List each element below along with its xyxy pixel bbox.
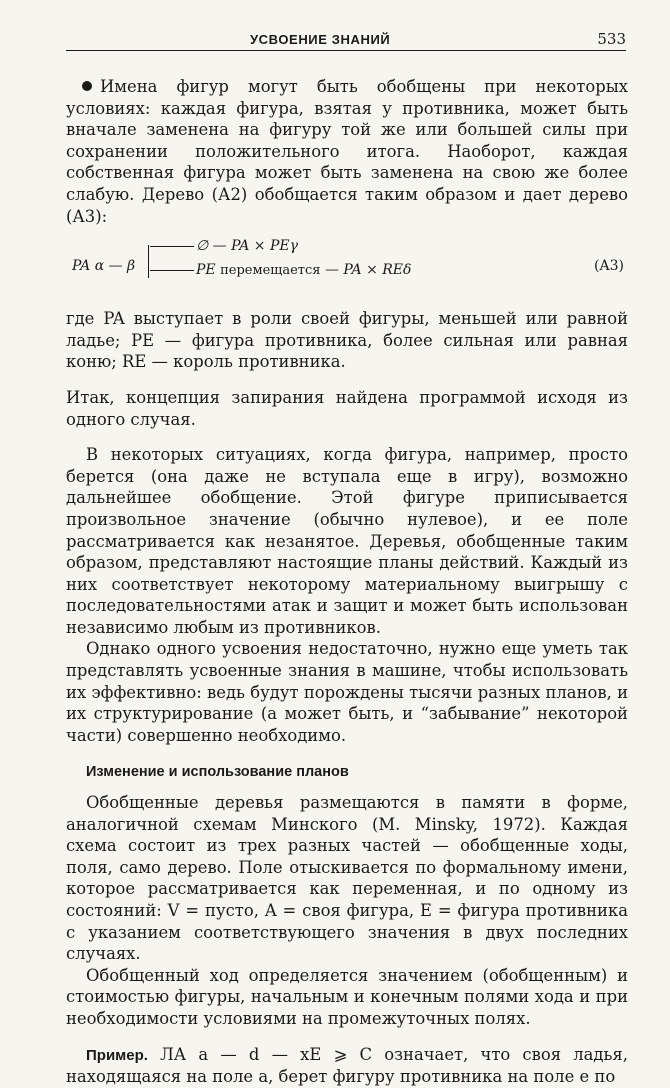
formula-branch-2 [150, 260, 411, 282]
paragraph-6: Обобщенные деревья размещаются в памяти в форме, аналогичной схемам Минского (M. Minsky, 1972). Каждая схема состоит из трех разных частей — обобщенные ходы, поля, само дерево. Поле отыскивается по формальному имени, которое рассматривается как переменная, и по одному из состояний: V = пусто, A = своя фигура, E = фигура противника с указанием соответствующего значения в двух последних случаях. [66, 793, 628, 964]
formula-label: (A3) [594, 258, 624, 275]
paragraph-8-text: ЛА a — d — xE ⩾ C означает, что своя ладья, находящаяся на поле a, берет фигуру противника на поле e по [66, 1044, 628, 1087]
branch-dash [150, 270, 194, 271]
branch-2-word: перемещается [220, 263, 321, 279]
branch-2-start: PE [196, 262, 216, 279]
running-title: УСВОЕНИЕ ЗНАНИЙ [250, 32, 391, 47]
tree-formula-a3 [66, 236, 628, 298]
formula-root: PA α — β [72, 258, 136, 275]
paragraph-7: Обобщенный ход определяется значением (обобщенным) и стоимостью фигуры, начальным и конечным полями хода и при необходимости условиями на промежуточных полях. [66, 965, 628, 1028]
page-number: 533 [597, 30, 626, 48]
bullet-icon [82, 81, 92, 91]
paragraph-3: Итак, концепция запирания найдена программой исходя из одного случая. [66, 387, 628, 429]
branch-1-expr: ∅ — PA × PEγ [196, 238, 298, 255]
page-body [66, 76, 628, 1088]
branch-dash [150, 246, 194, 247]
paragraph-4: В некоторых ситуациях, когда фигура, например, просто берется (она даже не вступала еще в игру), возможно дальнейшее обобщение. Этой фигуре приписывается произвольное значение (обычно нулевое), и ее поле рассматривается как незанятое. Деревья, обобщенные таким образом, представляют настоящие планы действий. Каждый из них соответствует некоторому материальному выигрышу с последовательностями атак и защит и может быть использован независимо любым из противников. [66, 445, 628, 637]
paragraph-5: Однако одного усвоения недостаточно, нужно еще уметь так представлять усвоенные знания в машине, чтобы использовать их эффективно: ведь будут порождены тысячи разных планов, и их структурирование (а может быть, и “забывание” некоторой части) совершенно необходимо. [66, 639, 628, 745]
paragraph-8 [66, 1044, 628, 1088]
paragraph-1-text: Имена фигур могут быть обобщены при некоторых условиях: каждая фигура, взятая у противника, может быть вначале заменена на фигуру той же или большей силы при сохранении положительного итога. Наоборот, каждая собственная фигура может быть заменена на свою же более слабую. Дерево (А2) обобщается таким образом и дает дерево (А3): [66, 77, 628, 226]
branch-2-end: — PA × REδ [324, 262, 412, 279]
paragraph-2: где PA выступает в роли своей фигуры, меньшей или равной ладье; PE — фигура противника, более сильная или равная коню; RE — король противника. [66, 309, 628, 372]
formula-branch-1 [150, 236, 298, 258]
running-header [66, 28, 626, 51]
section-heading: Изменение и использование планов [86, 764, 349, 781]
paragraph-1 [66, 76, 628, 227]
example-label: Пример. [86, 1046, 148, 1064]
